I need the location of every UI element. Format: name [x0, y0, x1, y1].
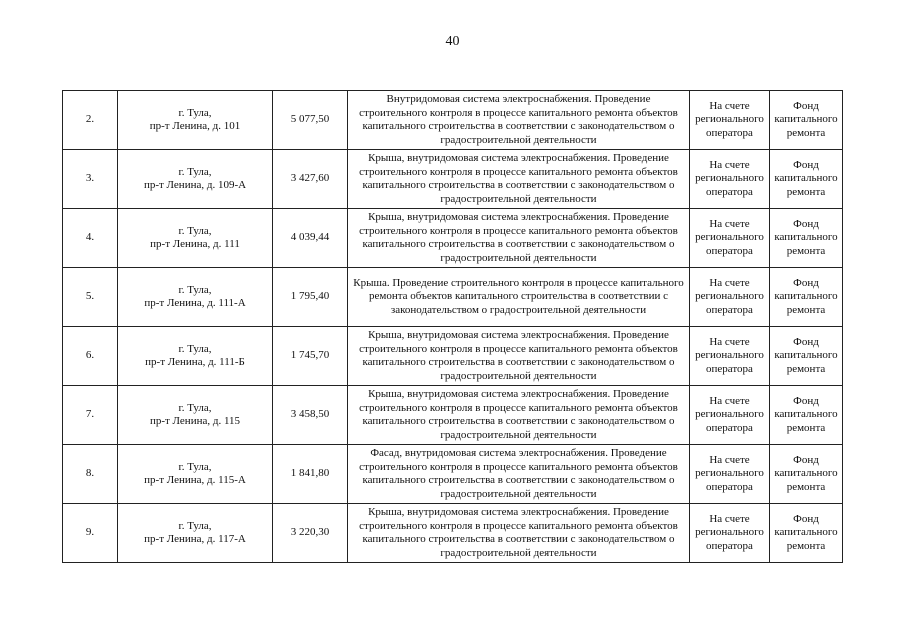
page-number: 40: [445, 34, 460, 49]
cost-cell: 3 220,30: [273, 504, 348, 563]
address-street: пр-т Ленина, д. 101: [149, 120, 241, 132]
work-description-cell: [348, 504, 690, 563]
fund-cell: Фонд капитального ремонта: [770, 268, 843, 327]
account-cell: На счете регионального оператора: [690, 386, 770, 445]
row-number: 7.: [63, 386, 118, 445]
fund-cell: Фонд капитального ремонта: [770, 150, 843, 209]
work-description: Внутридомовая система электроснабжения. Проведение строительного контроля в процессе капитального ремонта объектов капитального строительства в соответствии с законодательством о градостроительной деятельности: [359, 93, 678, 146]
fund-cell: Фонд капитального ремонта: [770, 91, 843, 150]
work-description-cell: [348, 209, 690, 268]
works-table: [62, 90, 843, 563]
address-street: пр-т Ленина, д. 111: [150, 238, 240, 250]
cost-cell: 4 039,44: [273, 209, 348, 268]
address-street: пр-т Ленина, д. 115: [149, 415, 241, 427]
fund-cell: Фонд капитального ремонта: [770, 504, 843, 563]
address-city: г. Тула,: [178, 519, 212, 532]
work-description: Крыша. Проведение строительного контроля в процессе капитального ремонта объектов капитального строительства в соответствии с законодательством о градостроительной деятельности: [353, 276, 684, 316]
address-cell: [118, 268, 273, 327]
address-city: г. Тула,: [178, 106, 212, 119]
work-description: Фасад, внутридомовая система электроснабжения. Проведение строительного контроля в процессе капитального ремонта объектов капитального строительства в соответствии с законодательством о градостроительной деятельности: [359, 447, 678, 500]
table-row: [63, 209, 843, 268]
work-description: Крыша, внутридомовая система электроснабжения. Проведение строительного контроля в процессе капитального ремонта объектов капитального строительства в соответствии с законодательством о градостроительной деятельности: [359, 152, 678, 205]
work-description-cell: [348, 150, 690, 209]
work-description-cell: [348, 386, 690, 445]
fund-cell: Фонд капитального ремонта: [770, 386, 843, 445]
address-street: пр-т Ленина, д. 111-Б: [145, 356, 245, 368]
address-city: г. Тула,: [178, 342, 212, 355]
address-cell: [118, 504, 273, 563]
address-cell: [118, 91, 273, 150]
account-cell: На счете регионального оператора: [690, 268, 770, 327]
address-street: пр-т Ленина, д. 111-А: [144, 297, 246, 309]
cost-cell: 1 745,70: [273, 327, 348, 386]
work-description: Крыша, внутридомовая система электроснабжения. Проведение строительного контроля в процессе капитального ремонта объектов капитального строительства в соответствии с законодательством о градостроительной деятельности: [359, 211, 678, 264]
address-street: пр-т Ленина, д. 109-А: [143, 179, 247, 191]
work-description-cell: [348, 445, 690, 504]
row-number: 9.: [63, 504, 118, 563]
address-city: г. Тула,: [178, 165, 212, 178]
account-cell: На счете регионального оператора: [690, 504, 770, 563]
account-cell: На счете регионального оператора: [690, 445, 770, 504]
fund-cell: Фонд капитального ремонта: [770, 209, 843, 268]
address-city: г. Тула,: [178, 460, 212, 473]
account-cell: На счете регионального оператора: [690, 150, 770, 209]
address-street: пр-т Ленина, д. 115-А: [144, 474, 246, 486]
cost-cell: 1 841,80: [273, 445, 348, 504]
table-row: [63, 445, 843, 504]
cost-cell: 3 458,50: [273, 386, 348, 445]
row-number: 3.: [63, 150, 118, 209]
table-row: [63, 91, 843, 150]
table-row: [63, 386, 843, 445]
row-number: 6.: [63, 327, 118, 386]
cost-cell: 3 427,60: [273, 150, 348, 209]
fund-cell: Фонд капитального ремонта: [770, 327, 843, 386]
row-number: 4.: [63, 209, 118, 268]
address-cell: [118, 150, 273, 209]
account-cell: На счете регионального оператора: [690, 327, 770, 386]
address-city: г. Тула,: [178, 224, 212, 237]
address-street: пр-т Ленина, д. 117-А: [144, 533, 246, 545]
table-row: [63, 504, 843, 563]
work-description: Крыша, внутридомовая система электроснабжения. Проведение строительного контроля в процессе капитального ремонта объектов капитального строительства в соответствии с законодательством о градостроительной деятельности: [359, 388, 678, 441]
account-cell: На счете регионального оператора: [690, 91, 770, 150]
work-description-cell: [348, 91, 690, 150]
work-description-cell: [348, 268, 690, 327]
fund-cell: Фонд капитального ремонта: [770, 445, 843, 504]
row-number: 8.: [63, 445, 118, 504]
address-cell: [118, 386, 273, 445]
row-number: 5.: [63, 268, 118, 327]
table-row: [63, 327, 843, 386]
account-cell: На счете регионального оператора: [690, 209, 770, 268]
works-table-body: [63, 91, 843, 563]
address-city: г. Тула,: [178, 283, 212, 296]
address-cell: [118, 327, 273, 386]
address-city: г. Тула,: [178, 401, 212, 414]
cost-cell: 5 077,50: [273, 91, 348, 150]
work-description-cell: [348, 327, 690, 386]
table-row: [63, 150, 843, 209]
work-description: Крыша, внутридомовая система электроснабжения. Проведение строительного контроля в процессе капитального ремонта объектов капитального строительства в соответствии с законодательством о градостроительной деятельности: [359, 329, 678, 382]
cost-cell: 1 795,40: [273, 268, 348, 327]
address-cell: [118, 209, 273, 268]
work-description: Крыша, внутридомовая система электроснабжения. Проведение строительного контроля в процессе капитального ремонта объектов капитального строительства в соответствии с законодательством о градостроительной деятельности: [359, 506, 678, 559]
table-row: [63, 268, 843, 327]
row-number: 2.: [63, 91, 118, 150]
address-cell: [118, 445, 273, 504]
